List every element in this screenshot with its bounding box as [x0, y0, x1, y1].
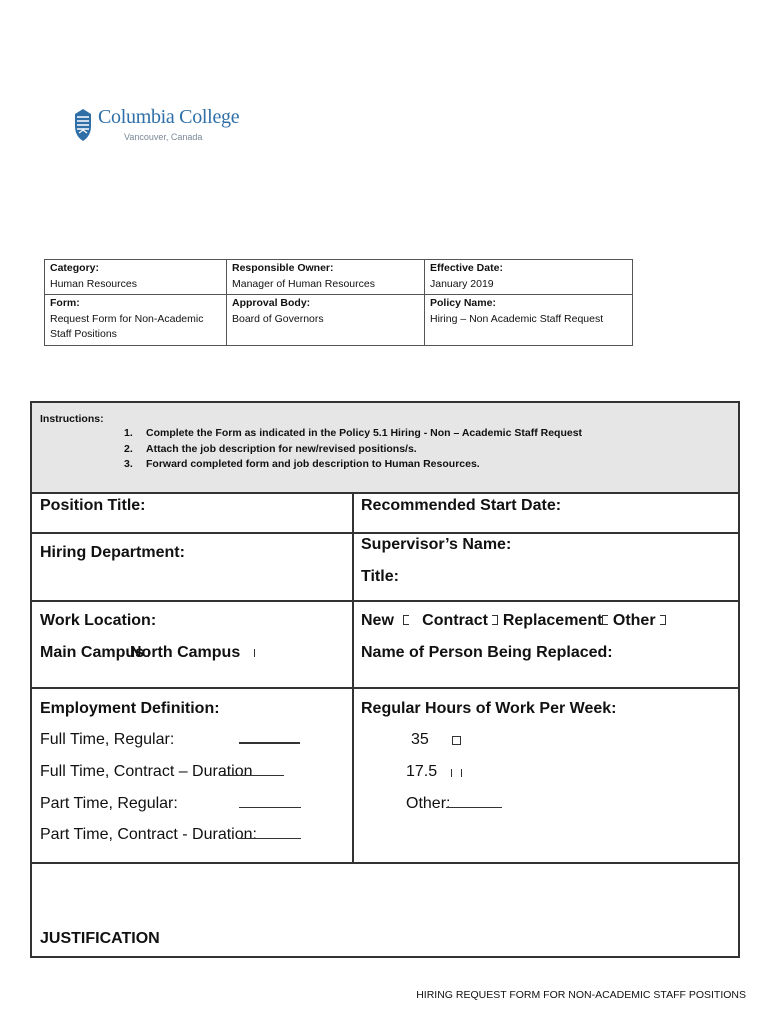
main-campus-label: Main Campus [40, 644, 145, 661]
policy-label: Policy Name: [430, 297, 496, 309]
part-time-contract-field[interactable] [239, 826, 301, 844]
row-divider [32, 532, 738, 534]
instructions-list [124, 427, 582, 474]
employment-definition-label: Employment Definition: [40, 700, 220, 717]
full-time-contract-field[interactable] [222, 763, 284, 781]
footer-text: HIRING REQUEST FORM FOR NON-ACADEMIC STAFF POSITIONS [416, 989, 746, 1001]
justification-label: JUSTIFICATION [40, 930, 160, 947]
hours-17-5-checkbox[interactable] [451, 764, 462, 782]
new-checkbox[interactable] [403, 615, 409, 625]
instructions-box [32, 403, 738, 494]
approval-value: Board of Governors [232, 312, 324, 325]
replacement-label: Replacement [502, 612, 603, 629]
instruction-text: Attach the job description for new/revised positions/s. [146, 442, 417, 455]
hours-17-5-label: 17.5 [406, 763, 438, 780]
college-name: Columbia College [98, 106, 240, 128]
instruction-number: 3. [124, 458, 133, 470]
contract-label: Contract [422, 612, 488, 629]
row-divider [32, 862, 738, 864]
approval-cell [227, 295, 425, 346]
part-time-regular-label: Part Time, Regular: [40, 795, 178, 812]
start-date-label: Recommended Start Date: [361, 497, 562, 514]
contract-checkbox[interactable] [492, 615, 498, 625]
approval-label: Approval Body: [232, 297, 311, 309]
person-replaced-label: Name of Person Being Replaced: [361, 644, 613, 661]
instruction-number: 2. [124, 442, 133, 455]
regular-hours-label: Regular Hours of Work Per Week: [361, 700, 617, 717]
hours-35-checkbox[interactable] [452, 732, 461, 750]
hours-35-label: 35 [411, 731, 429, 748]
college-logo [72, 106, 240, 146]
other-checkbox[interactable] [660, 615, 666, 625]
row-divider [32, 600, 738, 602]
effective-date-label: Effective Date: [430, 262, 503, 274]
position-title-label: Position Title: [40, 497, 146, 514]
crest-icon [72, 108, 94, 142]
row-divider [32, 687, 738, 689]
north-campus-option[interactable] [130, 644, 255, 662]
column-divider [352, 492, 354, 862]
part-time-contract-label: Part Time, Contract - Duration: [40, 826, 257, 843]
hours-other-label: Other: [406, 795, 451, 812]
instruction-item [124, 427, 582, 443]
form-label: Form: [50, 297, 80, 309]
full-time-regular-label: Full Time, Regular: [40, 731, 175, 748]
work-location-label: Work Location: [40, 612, 157, 629]
category-value: Human Resources [50, 277, 137, 290]
hours-other-field[interactable] [446, 795, 502, 813]
effective-date-value: January 2019 [430, 277, 494, 290]
policy-value: Hiring – Non Academic Staff Request [430, 312, 604, 325]
college-location: Vancouver, Canada [124, 132, 203, 142]
position-type-options [361, 612, 666, 630]
owner-cell [227, 260, 425, 295]
instruction-item [124, 458, 582, 474]
replacement-checkbox[interactable] [602, 615, 608, 625]
instruction-number: 1. [124, 427, 133, 439]
north-campus-label: North Campus [130, 644, 241, 661]
hiring-department-label: Hiring Department: [40, 544, 185, 561]
form-value-line-2: Staff Positions [50, 328, 117, 340]
part-time-regular-field[interactable] [239, 795, 301, 813]
form-cell [45, 295, 227, 346]
category-cell [45, 260, 227, 295]
owner-value: Manager of Human Resources [232, 277, 375, 290]
new-label: New [361, 612, 394, 629]
instruction-text: Forward completed form and job description to Human Resources. [146, 458, 480, 470]
supervisor-title-label: Title: [361, 568, 399, 585]
policy-cell [425, 295, 633, 346]
category-label: Category: [50, 262, 100, 274]
north-campus-checkbox[interactable] [254, 649, 255, 657]
other-label: Other [612, 612, 656, 629]
instructions-heading: Instructions: [40, 413, 104, 425]
request-form [30, 401, 740, 958]
owner-label: Responsible Owner: [232, 262, 334, 274]
effective-date-cell [425, 260, 633, 295]
form-value-line-1: Request Form for Non-Academic [50, 312, 204, 325]
full-time-contract-label: Full Time, Contract – Duration [40, 763, 253, 780]
instruction-text: Complete the Form as indicated in the Policy 5.1 Hiring - Non – Academic Staff Request [146, 427, 583, 439]
full-time-regular-field[interactable] [239, 731, 300, 749]
policy-meta-table [44, 259, 633, 346]
instruction-item [124, 443, 582, 459]
supervisor-name-label: Supervisor’s Name: [361, 536, 512, 553]
